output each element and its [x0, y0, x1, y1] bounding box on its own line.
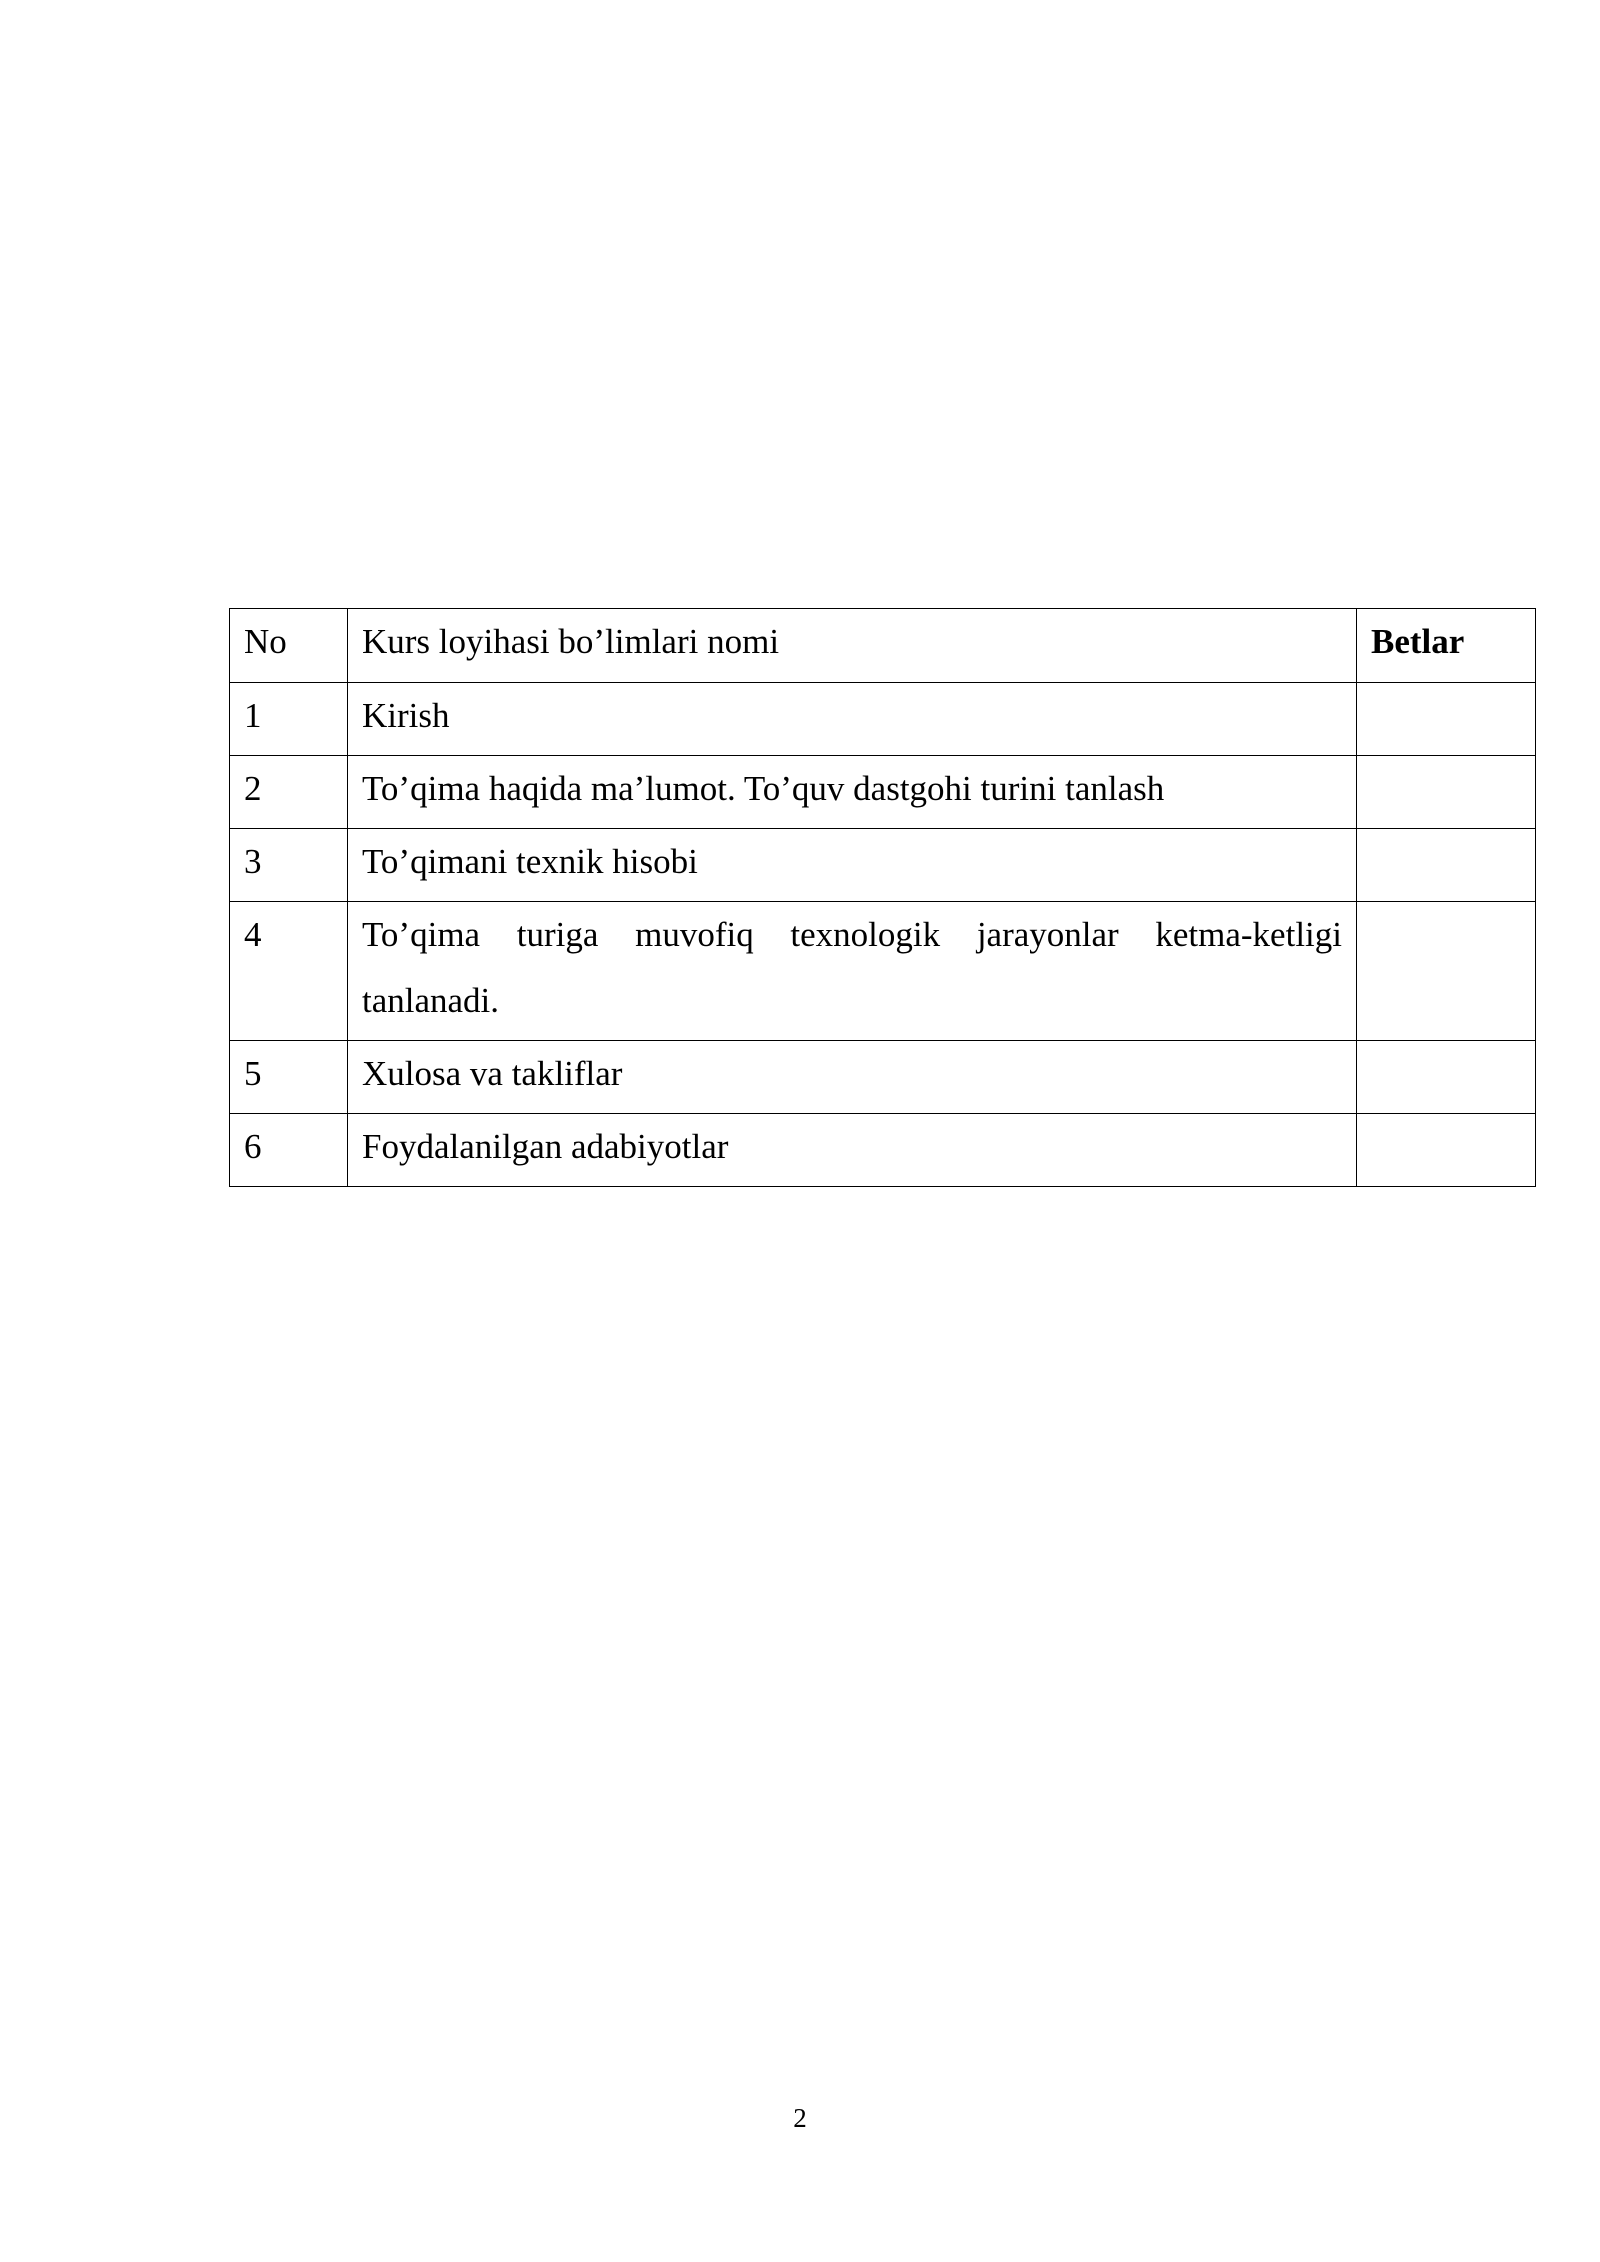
- row-no-cell: 4: [230, 902, 348, 1041]
- table-row: [230, 1041, 1536, 1114]
- row-pages-cell: [1357, 902, 1536, 1041]
- row-title-text: To’qima turiga muvofiq texnologik jarayonlar ketma-ketligi tanlanadi.: [362, 915, 1342, 1020]
- table-row: [230, 683, 1536, 756]
- row-pages-cell: [1357, 756, 1536, 829]
- header-pages-cell: Betlar: [1357, 609, 1536, 683]
- row-pages-cell: [1357, 829, 1536, 902]
- table-row: [230, 1114, 1536, 1187]
- row-title-cell: Xulosa va takliflar: [348, 1041, 1357, 1114]
- row-no-cell: 3: [230, 829, 348, 902]
- row-no-cell: 5: [230, 1041, 348, 1114]
- row-title-cell: Kirish: [348, 683, 1357, 756]
- header-no-cell: No: [230, 609, 348, 683]
- row-title-cell: To’qimani texnik hisobi: [348, 829, 1357, 902]
- row-pages-cell: [1357, 1041, 1536, 1114]
- header-title-cell: Kurs loyihasi bo’limlari nomi: [348, 609, 1357, 683]
- row-title-cell: To’qima haqida ma’lumot. To’quv dastgohi turini tanlash: [348, 756, 1357, 829]
- table-row: [230, 829, 1536, 902]
- contents-table: [229, 608, 1536, 1187]
- table-header-row: [230, 609, 1536, 683]
- table-row: [230, 756, 1536, 829]
- row-pages-cell: [1357, 683, 1536, 756]
- row-pages-cell: [1357, 1114, 1536, 1187]
- row-no-cell: 6: [230, 1114, 348, 1187]
- row-no-cell: 1: [230, 683, 348, 756]
- row-no-cell: 2: [230, 756, 348, 829]
- row-title-cell: [348, 902, 1357, 1041]
- row-title-cell: Foydalanilgan adabiyotlar: [348, 1114, 1357, 1187]
- page-number: 2: [793, 2103, 807, 2133]
- table-row: [230, 902, 1536, 1041]
